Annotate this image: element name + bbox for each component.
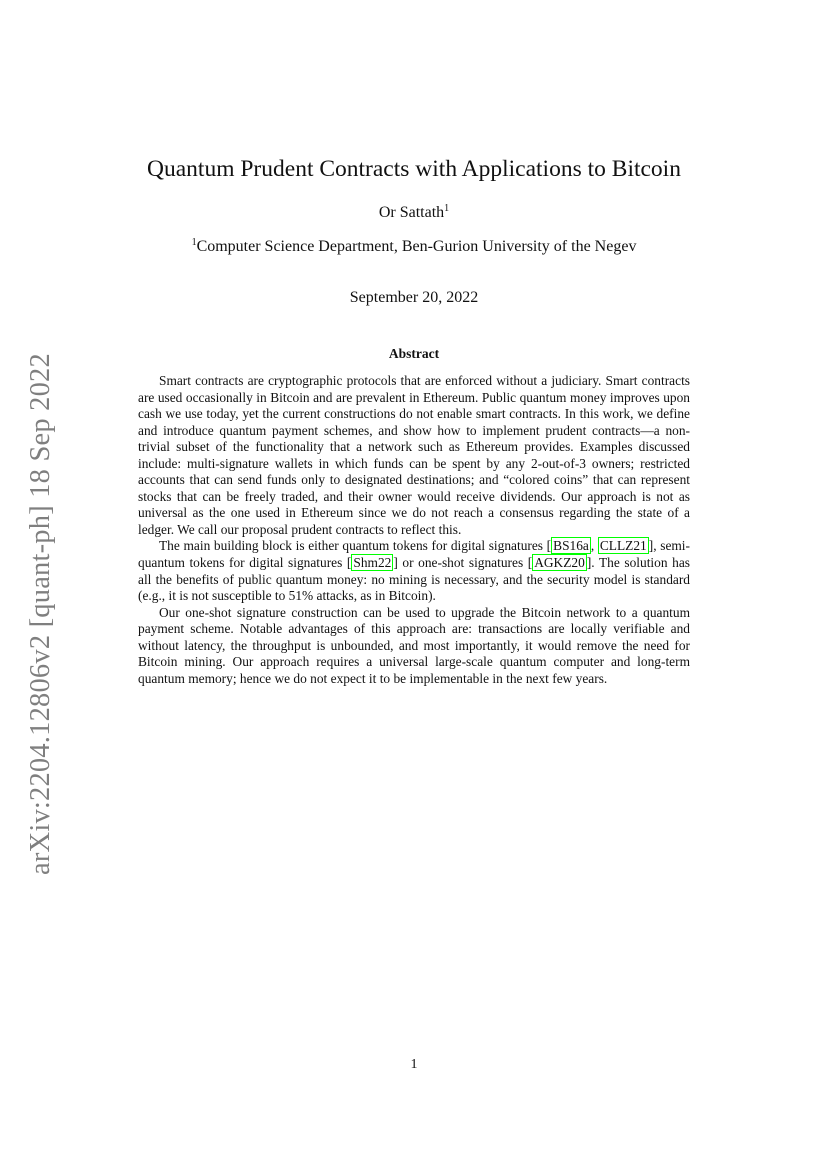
citation-agkz20[interactable]: AGKZ20 (534, 555, 585, 571)
author-line (0, 202, 828, 224)
citation-bracket-close: ] (393, 555, 398, 571)
p2-text-3: or one-shot signatures (397, 555, 528, 571)
citation-bracket-open: [ (527, 555, 533, 571)
abstract-paragraph-1: Smart contracts are cryptographic protocols that are enforced without a judiciary. Smart contracts are used occasionally in Bitcoin and are prevalent in Ethereum. Public quantum money improves upon cash we use today, yet the current constructions do not enable smart contracts. In this work, we define and introduce quantum payment schemes, and show how to implement prudent contracts—a non-trivial subset of the functionality that a network such as Ethereum provides. Examples discussed include: multi-signature wallets in which funds can be spent by any 2-out-of-3 owners; restricted accounts that can send funds only to designated destinations; and “colored coins” that can represent stocks that can be freely traded, and their owner would receive dividends. Our approach is not as universal as the one used in Ethereum since we do not reach a consensus regarding the state of a ledger. We call our proposal prudent contracts to reflect this. (138, 373, 690, 537)
citation-bracket-close: ] (586, 555, 592, 571)
citation-cllz21[interactable]: CLLZ21 (599, 538, 647, 554)
p2-text-4: . The solution has all the benefits of public quantum money: no mining is necessary, and the security model is standard (e.g., it is not susceptible to 51% attacks, as in Bitcoin). (138, 555, 690, 604)
citation-bracket-open: [ (346, 555, 352, 571)
abstract-heading: Abstract (388, 346, 440, 361)
abstract-paragraph-2 (138, 538, 690, 604)
author-affiliation-marker: 1 (444, 203, 450, 214)
citation-shm22[interactable]: Shm22 (353, 555, 392, 571)
affiliation-line (0, 236, 828, 258)
p2-text-1: The main building block is either quantum tokens for digital signatures (159, 538, 547, 554)
p2-text-2: , semi-quantum tokens for digital signatures (138, 538, 690, 571)
citation-bracket-open: [ (546, 538, 552, 554)
page-number: 1 (410, 1057, 418, 1072)
citation-separator: , (590, 538, 598, 554)
citation-bracket-close: ] (648, 538, 654, 554)
affiliation-text: Computer Science Department, Ben-Gurion University of the Negev (196, 238, 637, 255)
abstract-paragraph-3: Our one-shot signature construction can be used to upgrade the Bitcoin network to a quantum payment scheme. Notable advantages of this approach are: transactions are locally verifiable and without latency, the throughput is unbounded, and most importantly, it would remove the need for Bitcoin mining. Our approach requires a universal large-scale quantum computer and long-term quantum memory; hence we do not expect it to be implementable in the next few years. (138, 604, 690, 686)
author-name: Or Sattath (378, 204, 445, 221)
citation-bs16a[interactable]: BS16a (553, 538, 589, 554)
paper-date: September 20, 2022 (349, 289, 479, 306)
paper-title: Quantum Prudent Contracts with Applications to Bitcoin (147, 156, 681, 182)
abstract-body (138, 373, 690, 687)
arxiv-identifier-stamp: arXiv:2204.12806v2 [quant-ph] 18 Sep 2022 (25, 353, 56, 875)
affiliation-marker: 1 (191, 237, 197, 248)
